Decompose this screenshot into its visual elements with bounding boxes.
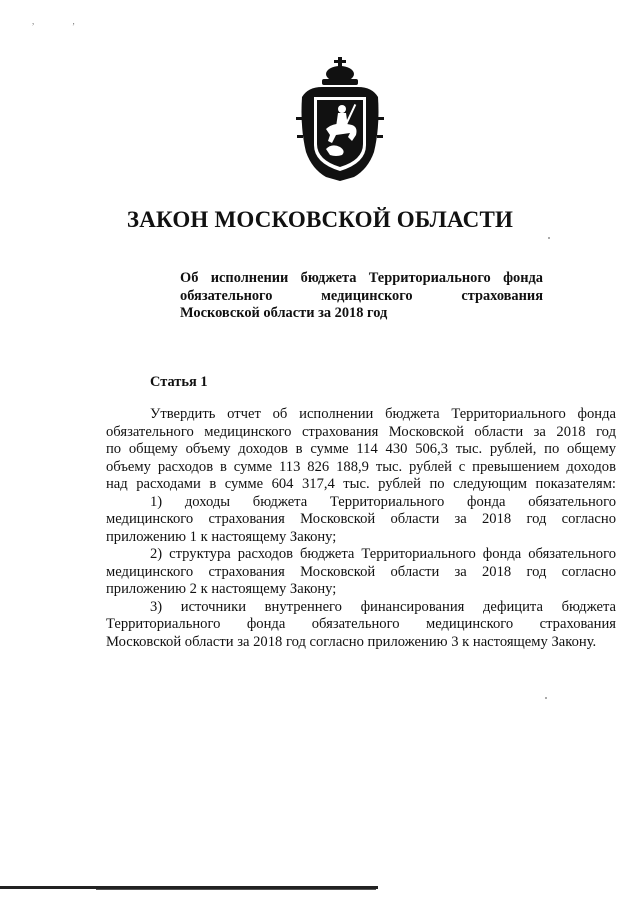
list-item-2-line: медицинского страхования Московской области за 2018 год согласно — [106, 563, 616, 580]
document-subtitle — [180, 270, 543, 323]
list-item-2-line: 2) структура расходов бюджета Территориального фонда обязательного — [150, 546, 616, 562]
list-item-1-line: 1) доходы бюджета Территориального фонда обязательного — [150, 493, 616, 510]
subtitle-line: обязательного медицинского страхования — [180, 287, 543, 304]
scan-speck — [548, 237, 550, 239]
article-heading: Статья 1 — [150, 374, 208, 390]
list-item-3-line: Территориального фонда обязательного медицинского страхования — [106, 616, 616, 632]
scan-speck — [545, 697, 547, 699]
list-item-1-line: медицинского страхования Московской области за 2018 год согласно — [106, 511, 616, 527]
body-line: над расходами в сумме 604 317,4 тыс. рублей по следующим показателям: — [106, 476, 616, 492]
list-item-3-line: 3) источники внутреннего финансирования дефицита бюджета — [150, 598, 616, 615]
list-item-3-line: Московской области за 2018 год согласно приложению 3 к настоящему Закону. — [106, 633, 597, 650]
article-body — [106, 406, 616, 651]
list-item-2-line: приложению 2 к настоящему Закону; — [106, 581, 337, 597]
body-line: объему расходов в сумме 113 826 188,9 тыс. рублей с превышением доходов — [106, 458, 616, 475]
subtitle-line: Об исполнении бюджета Территориального фонда — [180, 270, 543, 286]
body-line: обязательного медицинского страхования Московской области за 2018 год — [106, 423, 616, 440]
coat-of-arms-icon — [296, 57, 384, 183]
list-item-1-line: приложению 1 к настоящему Закону; — [106, 528, 337, 545]
subtitle-line: Московской области за 2018 год — [180, 305, 388, 321]
body-line: по общему объему доходов в сумме 114 430 506,3 тыс. рублей, по общему — [106, 441, 616, 457]
footer-rule-thin — [96, 889, 376, 890]
document-title: ЗАКОН МОСКОВСКОЙ ОБЛАСТИ — [126, 207, 514, 232]
scan-corner-marks: , , — [32, 16, 93, 26]
body-line: Утвердить отчет об исполнении бюджета Территориального фонда — [150, 406, 616, 422]
